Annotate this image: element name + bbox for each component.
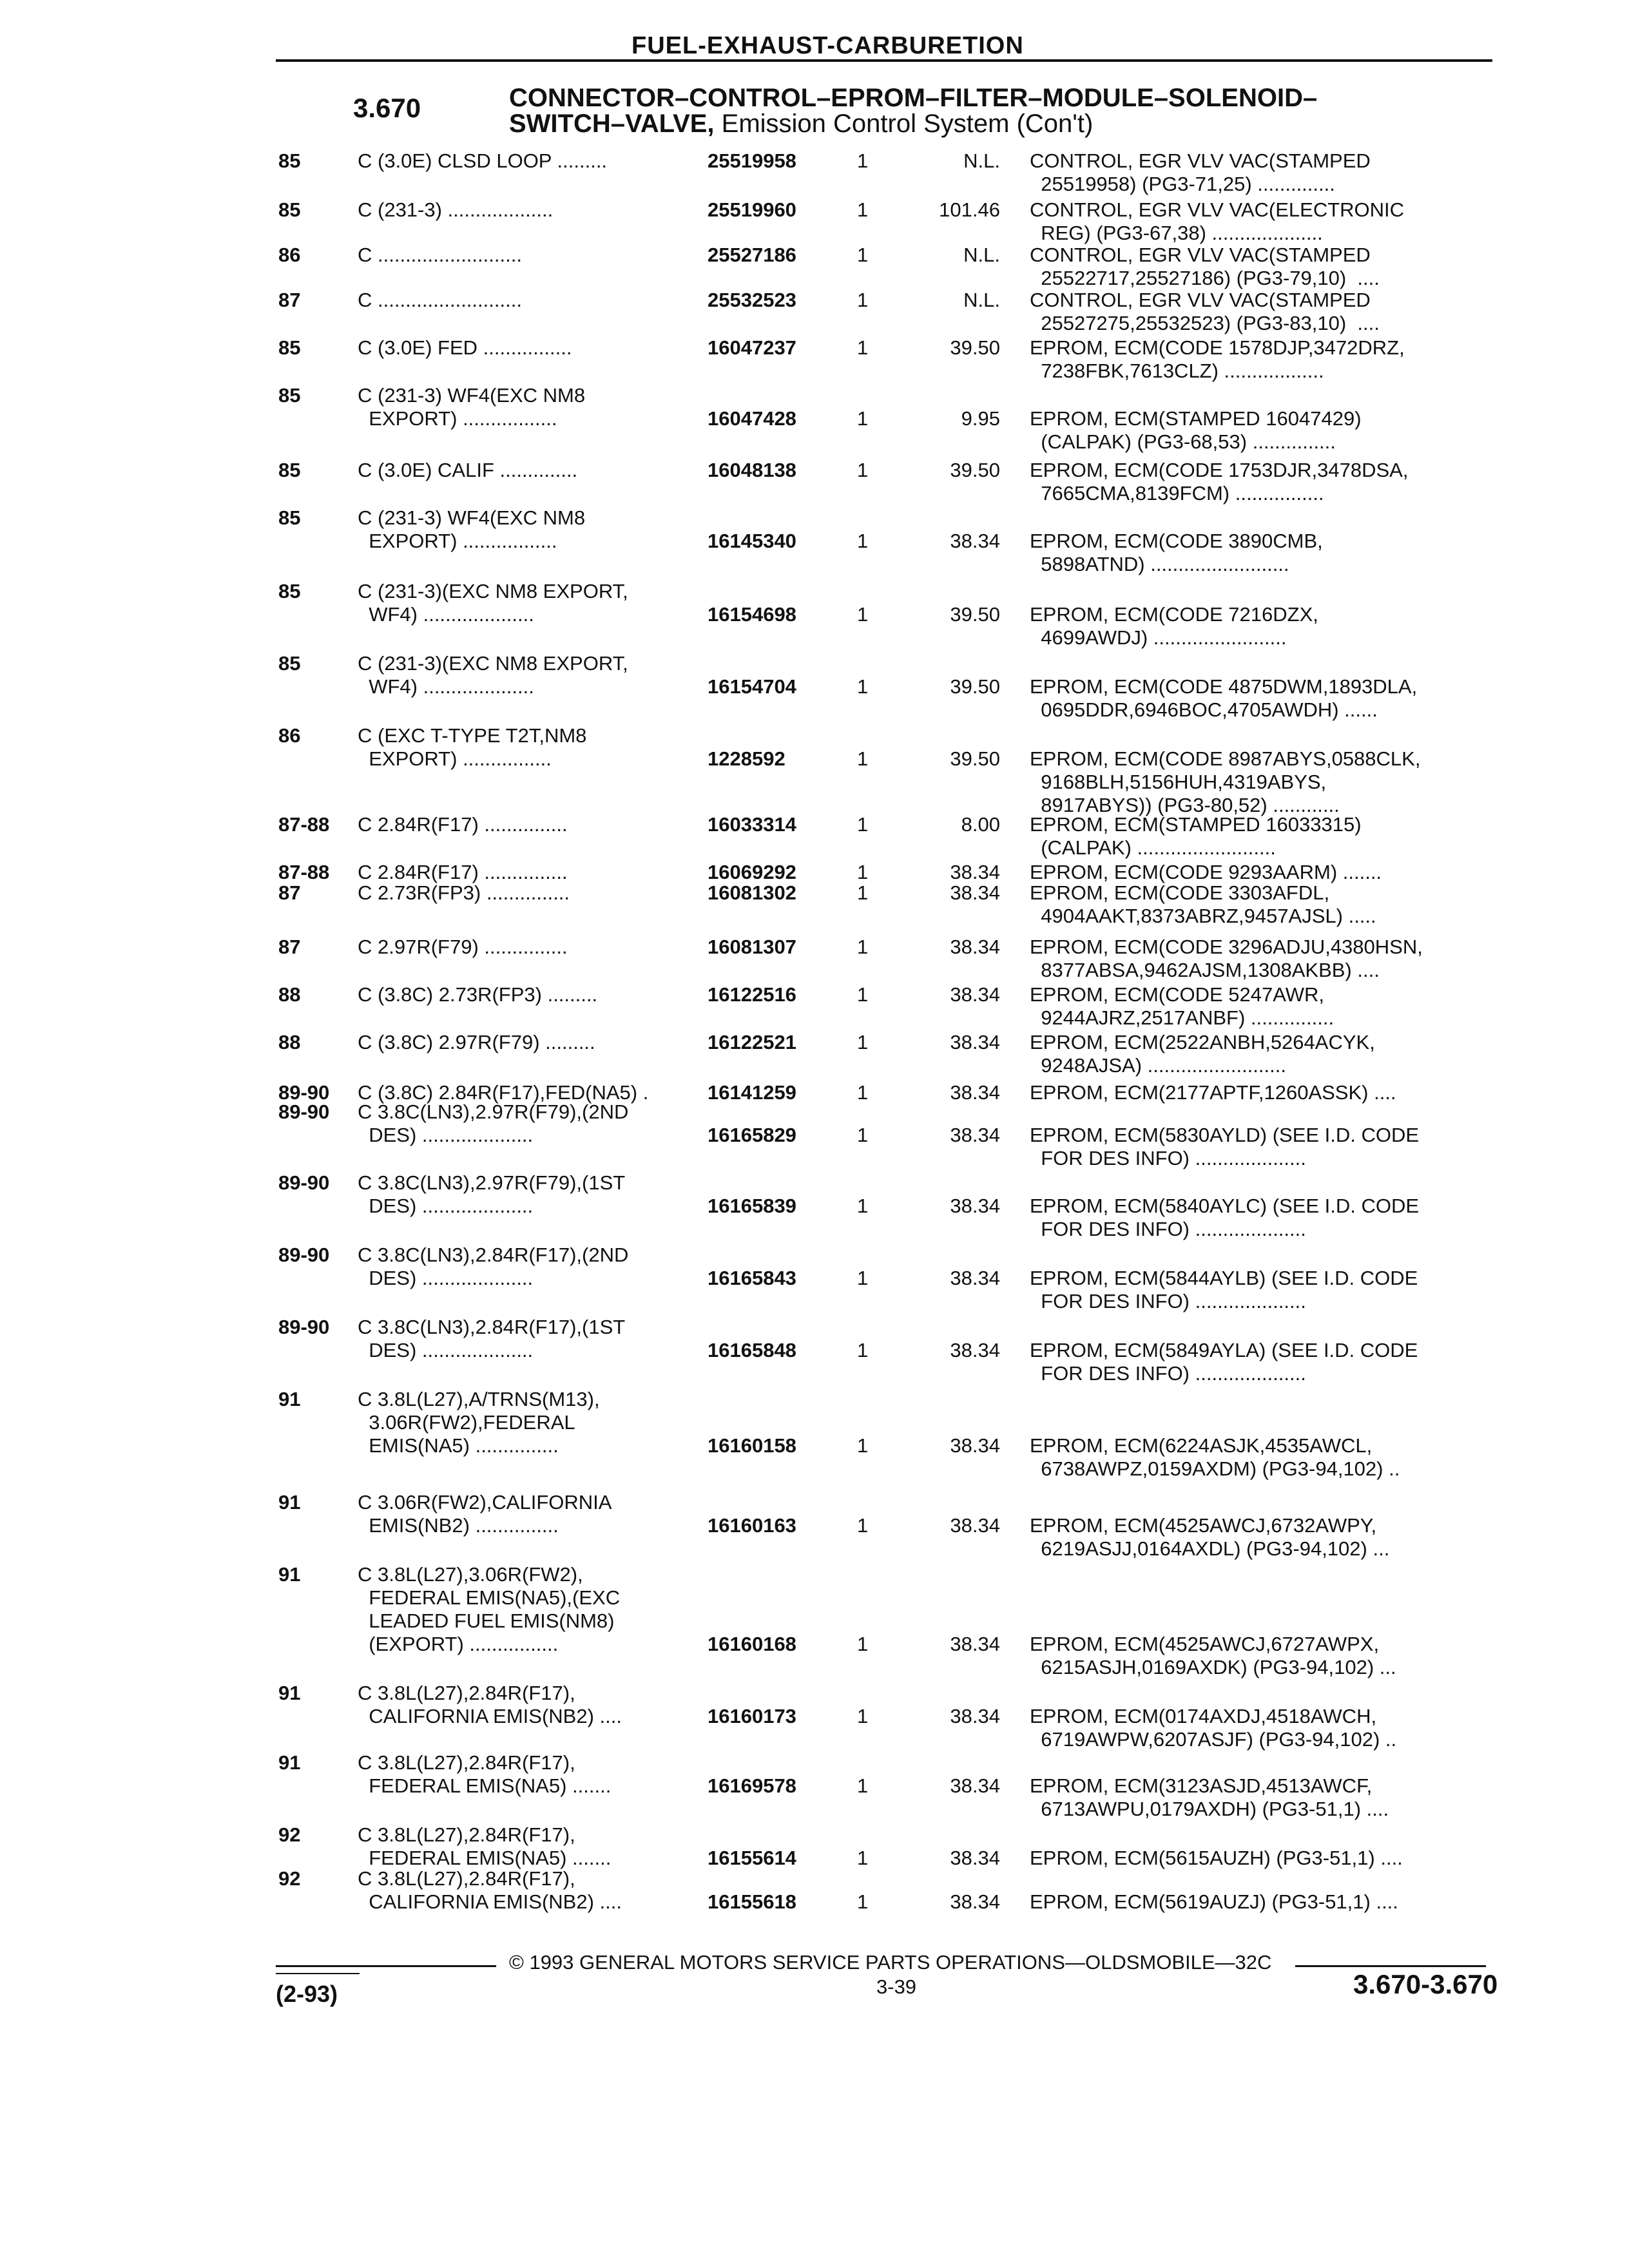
entry-item-description: CONTROL, EGR VLV VAC(STAMPED xyxy=(1030,289,1371,311)
entry-part-number: 16047237 xyxy=(708,336,796,359)
entry-part-number: 16081302 xyxy=(708,881,796,904)
entry-part-number: 16047428 xyxy=(708,407,796,430)
entry-price: 38.34 xyxy=(950,936,1000,958)
footer-date-rule xyxy=(276,1973,360,1974)
entry-price: 38.34 xyxy=(950,1514,1000,1537)
section-title-line2 xyxy=(509,111,1317,137)
section-title-line2-rest: Emission Control System (Con't) xyxy=(714,110,1094,138)
entry-quantity: 1 xyxy=(857,675,869,698)
entry-price: 38.34 xyxy=(950,1195,1000,1217)
entry-year: 85 xyxy=(278,580,301,602)
entry-item-description: FOR DES INFO) .................... xyxy=(1030,1218,1306,1240)
footer-rule-left xyxy=(276,1965,496,1967)
entry-year: 87-88 xyxy=(278,861,330,883)
entry-item-description: EPROM, ECM(5615AUZH) (PG3-51,1) .... xyxy=(1030,1847,1403,1869)
entry-description: C .......................... xyxy=(358,289,522,311)
entry-quantity: 1 xyxy=(857,603,869,626)
entry-description: C .......................... xyxy=(358,244,522,266)
entry-quantity: 1 xyxy=(857,1774,869,1797)
entry-quantity: 1 xyxy=(857,813,869,836)
entry-item-description: EPROM, ECM(CODE 4875DWM,1893DLA, xyxy=(1030,675,1418,698)
entry-year: 85 xyxy=(278,336,301,359)
entry-quantity: 1 xyxy=(857,1081,869,1104)
header-rule xyxy=(276,59,1492,62)
entry-description: C 2.73R(FP3) ............... xyxy=(358,881,570,904)
entry-item-description: 9168BLH,5156HUH,4319ABYS, xyxy=(1030,771,1327,793)
entry-price: 38.34 xyxy=(950,1705,1000,1727)
footer-rule-right xyxy=(1295,1965,1486,1967)
entry-item-description: EPROM, ECM(CODE 3890CMB, xyxy=(1030,530,1323,552)
entry-description: EXPORT) ................. xyxy=(358,407,557,430)
entry-year: 85 xyxy=(278,652,301,675)
entry-price: 38.34 xyxy=(950,1847,1000,1869)
entry-quantity: 1 xyxy=(857,747,869,770)
entry-part-number: 25532523 xyxy=(708,289,796,311)
entry-item-description: EPROM, ECM(CODE 5247AWR, xyxy=(1030,983,1325,1006)
entry-price: 38.34 xyxy=(950,1434,1000,1457)
entry-item-description: EPROM, ECM(2177APTF,1260ASSK) .... xyxy=(1030,1081,1396,1104)
entry-part-number: 16165839 xyxy=(708,1195,796,1217)
entry-description: EMIS(NB2) ............... xyxy=(358,1514,559,1537)
entry-quantity: 1 xyxy=(857,289,869,311)
entry-year: 85 xyxy=(278,149,301,172)
footer-date: (2-93) xyxy=(276,1981,338,2007)
entry-item-description: EPROM, ECM(2522ANBH,5264ACYK, xyxy=(1030,1031,1375,1053)
entry-part-number: 16141259 xyxy=(708,1081,796,1104)
entry-description: EXPORT) ................ xyxy=(358,747,552,770)
entry-price: 38.34 xyxy=(950,983,1000,1006)
entry-item-description: REG) (PG3-67,38) .................... xyxy=(1030,222,1323,244)
entry-year: 92 xyxy=(278,1867,301,1890)
entry-description: C (3.0E) CLSD LOOP ......... xyxy=(358,149,608,172)
entry-part-number: 16165848 xyxy=(708,1339,796,1361)
entry-price: 39.50 xyxy=(950,336,1000,359)
entry-item-description: 5898ATND) ......................... xyxy=(1030,553,1289,575)
entry-description: C 3.8C(LN3),2.84R(F17),(1ST xyxy=(358,1316,626,1338)
section-title-line2-bold: SWITCH–VALVE, xyxy=(509,110,715,138)
entry-item-description: EPROM, ECM(CODE 7216DZX, xyxy=(1030,603,1318,626)
entry-part-number: 16154698 xyxy=(708,603,796,626)
entry-item-description: 6719AWPW,6207ASJF) (PG3-94,102) .. xyxy=(1030,1728,1397,1751)
entry-description: C 2.84R(F17) ............... xyxy=(358,813,568,836)
entry-year: 91 xyxy=(278,1388,301,1410)
entry-year: 89-90 xyxy=(278,1100,330,1123)
entry-description: C (3.0E) CALIF .............. xyxy=(358,459,578,481)
entry-price: 39.50 xyxy=(950,459,1000,481)
entry-year: 85 xyxy=(278,459,301,481)
entry-description: C (231-3)(EXC NM8 EXPORT, xyxy=(358,652,628,675)
entry-item-description: EPROM, ECM(CODE 9293AARM) ....... xyxy=(1030,861,1382,883)
entry-quantity: 1 xyxy=(857,459,869,481)
entry-item-description: 6738AWPZ,0159AXDM) (PG3-94,102) .. xyxy=(1030,1457,1400,1480)
entry-price: N.L. xyxy=(963,289,1000,311)
entry-description: (EXPORT) ................ xyxy=(358,1633,559,1655)
entry-quantity: 1 xyxy=(857,1705,869,1727)
entry-description: C 3.8L(L27),2.84R(F17), xyxy=(358,1682,575,1704)
entry-item-description: FOR DES INFO) .................... xyxy=(1030,1147,1306,1169)
entry-part-number: 16033314 xyxy=(708,813,796,836)
entry-quantity: 1 xyxy=(857,407,869,430)
entry-quantity: 1 xyxy=(857,1195,869,1217)
entry-description: DES) .................... xyxy=(358,1195,534,1217)
entry-price: 38.34 xyxy=(950,1339,1000,1361)
entry-item-description: EPROM, ECM(5830AYLD) (SEE I.D. CODE xyxy=(1030,1124,1420,1146)
entry-price: 9.95 xyxy=(961,407,1000,430)
entry-item-description: 4699AWDJ) ........................ xyxy=(1030,626,1287,649)
entry-description: C (231-3)(EXC NM8 EXPORT, xyxy=(358,580,628,602)
entry-price: 38.34 xyxy=(950,1633,1000,1655)
entry-part-number: 25519960 xyxy=(708,198,796,221)
entry-quantity: 1 xyxy=(857,983,869,1006)
entry-quantity: 1 xyxy=(857,198,869,221)
entry-description: C 3.8L(L27),3.06R(FW2), xyxy=(358,1563,583,1586)
entry-year: 87 xyxy=(278,936,301,958)
entry-quantity: 1 xyxy=(857,861,869,883)
entry-part-number: 16155614 xyxy=(708,1847,796,1869)
entry-quantity: 1 xyxy=(857,1633,869,1655)
entry-part-number: 16154704 xyxy=(708,675,796,698)
entry-year: 87-88 xyxy=(278,813,330,836)
entry-description: C (3.8C) 2.73R(FP3) ......... xyxy=(358,983,598,1006)
entry-item-description: CONTROL, EGR VLV VAC(STAMPED xyxy=(1030,244,1371,266)
entry-description: CALIFORNIA EMIS(NB2) .... xyxy=(358,1705,622,1727)
footer-copyright: © 1993 GENERAL MOTORS SERVICE PARTS OPERATIONS—OLDSMOBILE—32C xyxy=(509,1951,1272,1974)
entry-part-number: 16160158 xyxy=(708,1434,796,1457)
entry-item-description: 6713AWPU,0179AXDH) (PG3-51,1) .... xyxy=(1030,1798,1389,1820)
entry-description: C 3.8C(LN3),2.84R(F17),(2ND xyxy=(358,1244,629,1266)
entry-description: C (231-3) WF4(EXC NM8 xyxy=(358,506,586,529)
entry-description: DES) .................... xyxy=(358,1267,534,1289)
entry-price: 38.34 xyxy=(950,1031,1000,1053)
entry-price: 38.34 xyxy=(950,1774,1000,1797)
entry-quantity: 1 xyxy=(857,936,869,958)
entry-year: 89-90 xyxy=(278,1171,330,1194)
entry-item-description: EPROM, ECM(CODE 1753DJR,3478DSA, xyxy=(1030,459,1409,481)
entry-year: 91 xyxy=(278,1563,301,1586)
entry-description: C 3.8L(L27),A/TRNS(M13), xyxy=(358,1388,600,1410)
entry-year: 88 xyxy=(278,1031,301,1053)
footer-section-range: 3.670-3.670 xyxy=(1353,1969,1498,1999)
entry-item-description: 25522717,25527186) (PG3-79,10) .... xyxy=(1030,267,1380,289)
entry-item-description: 7238FBK,7613CLZ) .................. xyxy=(1030,360,1324,382)
entry-price: 39.50 xyxy=(950,675,1000,698)
entry-year: 89-90 xyxy=(278,1244,330,1266)
entry-item-description: EPROM, ECM(4525AWCJ,6727AWPX, xyxy=(1030,1633,1380,1655)
entry-part-number: 16160173 xyxy=(708,1705,796,1727)
entry-year: 89-90 xyxy=(278,1316,330,1338)
entry-price: 38.34 xyxy=(950,881,1000,904)
entry-description: C 3.8C(LN3),2.97R(F79),(2ND xyxy=(358,1100,629,1123)
entry-description: C (3.0E) FED ................ xyxy=(358,336,572,359)
entry-description: C 3.06R(FW2),CALIFORNIA xyxy=(358,1491,612,1514)
entry-quantity: 1 xyxy=(857,149,869,172)
entry-price: 38.34 xyxy=(950,1890,1000,1913)
entry-price: 39.50 xyxy=(950,747,1000,770)
entry-description: FEDERAL EMIS(NA5) ....... xyxy=(358,1774,612,1797)
entry-part-number: 16048138 xyxy=(708,459,796,481)
entry-quantity: 1 xyxy=(857,1514,869,1537)
entry-quantity: 1 xyxy=(857,1031,869,1053)
entry-quantity: 1 xyxy=(857,881,869,904)
entry-price: N.L. xyxy=(963,244,1000,266)
entry-item-description: 6215ASJH,0169AXDK) (PG3-94,102) ... xyxy=(1030,1656,1396,1678)
entry-price: 38.34 xyxy=(950,530,1000,552)
entry-item-description: FOR DES INFO) .................... xyxy=(1030,1290,1306,1312)
entry-description: C 3.8C(LN3),2.97R(F79),(1ST xyxy=(358,1171,626,1194)
entry-item-description: EPROM, ECM(STAMPED 16033315) xyxy=(1030,813,1362,836)
entry-year: 87 xyxy=(278,881,301,904)
entry-item-description: 25527275,25532523) (PG3-83,10) .... xyxy=(1030,312,1380,334)
entry-part-number: 16145340 xyxy=(708,530,796,552)
entry-item-description: EPROM, ECM(CODE 1578DJP,3472DRZ, xyxy=(1030,336,1405,359)
entry-part-number: 16155618 xyxy=(708,1890,796,1913)
entry-item-description: EPROM, ECM(5844AYLB) (SEE I.D. CODE xyxy=(1030,1267,1418,1289)
entry-description: C (231-3) ................... xyxy=(358,198,554,221)
entry-quantity: 1 xyxy=(857,244,869,266)
entry-year: 92 xyxy=(278,1823,301,1846)
section-title xyxy=(509,85,1317,137)
entry-quantity: 1 xyxy=(857,1434,869,1457)
entry-year: 89-90 xyxy=(278,1081,330,1104)
entry-quantity: 1 xyxy=(857,1847,869,1869)
entry-description: C (EXC T-TYPE T2T,NM8 xyxy=(358,724,587,747)
entry-part-number: 16160163 xyxy=(708,1514,796,1537)
entry-year: 85 xyxy=(278,384,301,407)
entry-price: 38.34 xyxy=(950,1267,1000,1289)
entry-description: C 3.8L(L27),2.84R(F17), xyxy=(358,1823,575,1846)
entry-quantity: 1 xyxy=(857,530,869,552)
entry-price: 38.34 xyxy=(950,1081,1000,1104)
entry-part-number: 16169578 xyxy=(708,1774,796,1797)
entry-item-description: EPROM, ECM(5619AUZJ) (PG3-51,1) .... xyxy=(1030,1890,1398,1913)
entry-quantity: 1 xyxy=(857,336,869,359)
entry-item-description: 9248AJSA) ......................... xyxy=(1030,1054,1286,1077)
entry-description: C 2.84R(F17) ............... xyxy=(358,861,568,883)
entry-description: WF4) .................... xyxy=(358,675,534,698)
entry-quantity: 1 xyxy=(857,1339,869,1361)
entry-description: EMIS(NA5) ............... xyxy=(358,1434,559,1457)
entry-item-description: 8377ABSA,9462AJSM,1308AKBB) .... xyxy=(1030,959,1380,981)
entry-item-description: EPROM, ECM(3123ASJD,4513AWCF, xyxy=(1030,1774,1373,1797)
entry-item-description: EPROM, ECM(0174AXDJ,4518AWCH, xyxy=(1030,1705,1377,1727)
entry-part-number: 16122516 xyxy=(708,983,796,1006)
entry-description: DES) .................... xyxy=(358,1124,534,1146)
page-header-title: FUEL-EXHAUST-CARBURETION xyxy=(631,32,1024,59)
entry-quantity: 1 xyxy=(857,1124,869,1146)
entry-item-description: 0695DDR,6946BOC,4705AWDH) ...... xyxy=(1030,698,1378,721)
entry-year: 87 xyxy=(278,289,301,311)
entry-part-number: 16122521 xyxy=(708,1031,796,1053)
footer-page-number: 3-39 xyxy=(876,1975,917,1998)
entry-price: 8.00 xyxy=(961,813,1000,836)
entry-part-number: 16165829 xyxy=(708,1124,796,1146)
entry-item-description: CONTROL, EGR VLV VAC(ELECTRONIC xyxy=(1030,198,1405,221)
entry-item-description: (CALPAK) ......................... xyxy=(1030,836,1276,859)
entry-year: 86 xyxy=(278,724,301,747)
entry-item-description: CONTROL, EGR VLV VAC(STAMPED xyxy=(1030,149,1371,172)
entry-description: C (231-3) WF4(EXC NM8 xyxy=(358,384,586,407)
entry-year: 86 xyxy=(278,244,301,266)
entry-part-number: 16069292 xyxy=(708,861,796,883)
entry-item-description: 9244AJRZ,2517ANBF) ............... xyxy=(1030,1006,1335,1029)
entry-description: C 2.97R(F79) ............... xyxy=(358,936,568,958)
entry-item-description: 25519958) (PG3-71,25) .............. xyxy=(1030,173,1335,195)
section-number: 3.670 xyxy=(353,93,421,123)
entry-item-description: EPROM, ECM(4525AWCJ,6732AWPY, xyxy=(1030,1514,1377,1537)
entry-description: EXPORT) ................. xyxy=(358,530,557,552)
entry-description: C 3.8L(L27),2.84R(F17), xyxy=(358,1751,575,1774)
entry-description: CALIFORNIA EMIS(NB2) .... xyxy=(358,1890,622,1913)
entry-year: 88 xyxy=(278,983,301,1006)
entry-item-description: EPROM, ECM(STAMPED 16047429) xyxy=(1030,407,1362,430)
entry-year: 91 xyxy=(278,1751,301,1774)
entry-price: 38.34 xyxy=(950,861,1000,883)
section-title-line1: CONNECTOR–CONTROL–EPROM–FILTER–MODULE–SOLENOID– xyxy=(509,84,1318,112)
entry-description: 3.06R(FW2),FEDERAL xyxy=(358,1411,575,1434)
entry-description: FEDERAL EMIS(NA5),(EXC xyxy=(358,1586,621,1609)
entry-description: FEDERAL EMIS(NA5) ....... xyxy=(358,1847,612,1869)
entry-year: 91 xyxy=(278,1682,301,1704)
entry-item-description: FOR DES INFO) .................... xyxy=(1030,1362,1306,1385)
entry-year: 91 xyxy=(278,1491,301,1514)
entry-description: DES) .................... xyxy=(358,1339,534,1361)
entry-description: LEADED FUEL EMIS(NM8) xyxy=(358,1610,615,1632)
entry-year: 85 xyxy=(278,506,301,529)
entry-item-description: EPROM, ECM(6224ASJK,4535AWCL, xyxy=(1030,1434,1373,1457)
entry-item-description: EPROM, ECM(5849AYLA) (SEE I.D. CODE xyxy=(1030,1339,1418,1361)
entry-description: C (3.8C) 2.84R(F17),FED(NA5) . xyxy=(358,1081,649,1104)
entry-description: C (3.8C) 2.97R(F79) ......... xyxy=(358,1031,595,1053)
entry-year: 85 xyxy=(278,198,301,221)
entry-item-description: 4904AAKT,8373ABRZ,9457AJSL) ..... xyxy=(1030,905,1376,927)
entry-price: 39.50 xyxy=(950,603,1000,626)
entry-description: C 3.8L(L27),2.84R(F17), xyxy=(358,1867,575,1890)
entry-part-number: 16160168 xyxy=(708,1633,796,1655)
entry-item-description: 7665CMA,8139FCM) ................ xyxy=(1030,482,1324,505)
entry-price: 38.34 xyxy=(950,1124,1000,1146)
entry-description: WF4) .................... xyxy=(358,603,534,626)
entry-item-description: EPROM, ECM(CODE 8987ABYS,0588CLK, xyxy=(1030,747,1421,770)
entry-item-description: EPROM, ECM(5840AYLC) (SEE I.D. CODE xyxy=(1030,1195,1420,1217)
entry-item-description: EPROM, ECM(CODE 3296ADJU,4380HSN, xyxy=(1030,936,1423,958)
entry-part-number: 16165843 xyxy=(708,1267,796,1289)
entry-item-description: EPROM, ECM(CODE 3303AFDL, xyxy=(1030,881,1330,904)
entry-part-number: 16081307 xyxy=(708,936,796,958)
entry-price: 101.46 xyxy=(939,198,1000,221)
entry-part-number: 25519958 xyxy=(708,149,796,172)
entry-part-number: 1228592 xyxy=(708,747,786,770)
entry-price: N.L. xyxy=(963,149,1000,172)
entry-item-description: (CALPAK) (PG3-68,53) ............... xyxy=(1030,430,1336,453)
entry-item-description: 8917ABYS)) (PG3-80,52) ............ xyxy=(1030,794,1340,816)
entry-quantity: 1 xyxy=(857,1267,869,1289)
entry-quantity: 1 xyxy=(857,1890,869,1913)
entry-item-description: 6219ASJJ,0164AXDL) (PG3-94,102) ... xyxy=(1030,1537,1390,1560)
entry-part-number: 25527186 xyxy=(708,244,796,266)
